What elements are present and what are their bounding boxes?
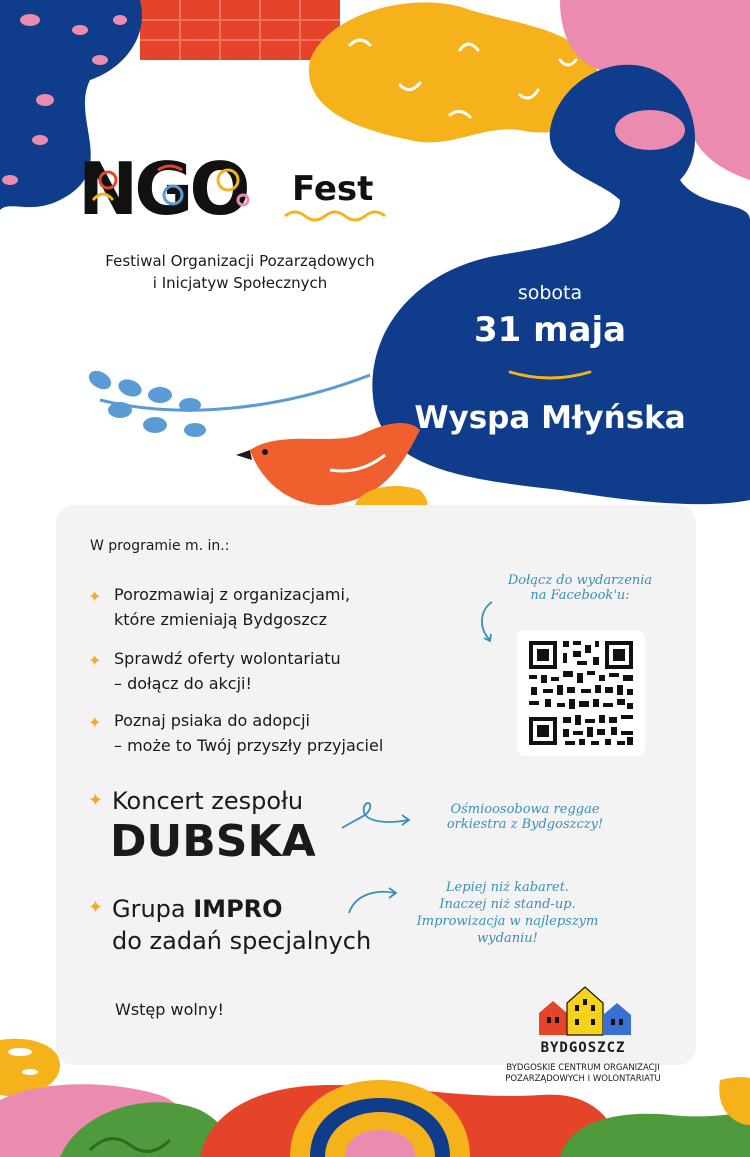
star-icon: ✦ <box>88 897 104 918</box>
entry-info: Wstęp wolny! <box>115 1000 224 1019</box>
program-item-line-1: Poznaj psiaka do adopcji <box>114 711 310 730</box>
star-icon: ✦ <box>88 790 104 811</box>
organizer-name <box>503 1063 663 1085</box>
facebook-note-line-1: Dołącz do wydarzenia <box>507 573 653 588</box>
impro-note-line-4: wydaniu! <box>477 931 538 946</box>
impro-prefix: Grupa <box>112 895 194 923</box>
logo-squiggle <box>285 212 385 220</box>
organizer-city: BYDGOSZCZ <box>540 1040 626 1056</box>
organizer-name-line-1: BYDGOSKIE CENTRUM ORGANIZACJI <box>506 1063 660 1073</box>
program-item-line-2: które zmieniają Bydgoszcz <box>114 610 327 629</box>
logo-ngo-text: NGO <box>78 150 247 225</box>
facebook-note-line-2: na Facebook'u: <box>530 588 630 603</box>
program-item-line-1: Porozmawiaj z organizacjami, <box>114 585 351 604</box>
impro-note-line-3: Improwizacja w najlepszym <box>416 914 599 929</box>
impro-line-2: do zadań specjalnych <box>112 927 372 955</box>
event-place: Wyspa Młyńska <box>414 400 686 436</box>
impro-note <box>395 879 620 947</box>
impro-note-line-2: Inaczej niż stand-up. <box>439 897 576 912</box>
qr-code-icon <box>517 630 645 756</box>
bird-beak <box>236 450 252 460</box>
dubska-note-line-1: Ośmioosobowa reggae <box>450 802 600 817</box>
festival-subtitle <box>70 250 410 294</box>
dubska-note-line-2: orkiestra z Bydgoszczy! <box>446 817 604 832</box>
event-day: sobota <box>517 282 583 304</box>
event-date: 31 maja <box>473 310 627 350</box>
bydgoszcz-houses-logo <box>535 985 645 1040</box>
program-item <box>90 646 430 696</box>
program-intro: W programie m. in.: <box>90 538 230 554</box>
bird-eye <box>262 449 268 455</box>
organizer-name-line-2: POZARZĄDOWYCH I WOLONTARIATU <box>505 1074 661 1084</box>
ngo-fest-logo <box>78 150 408 225</box>
pink-spot <box>615 110 685 150</box>
program-item-line-2: – może to Twój przyszły przyjaciel <box>114 736 384 755</box>
star-icon: ✦ <box>88 651 102 670</box>
impro-note-line-1: Lepiej niż kabaret. <box>445 880 570 895</box>
subtitle-line-1: Festiwal Organizacji Pozarządowych <box>105 252 375 270</box>
program-item <box>90 708 430 758</box>
dubska-arrow-icon <box>338 798 418 838</box>
star-icon: ✦ <box>88 713 102 732</box>
facebook-qr-code[interactable] <box>517 630 645 756</box>
facebook-arrow-icon <box>476 598 516 648</box>
concert-band: DUBSKA <box>110 816 316 867</box>
dubska-note <box>415 802 635 832</box>
subtitle-line-2: i Inicjatyw Społecznych <box>152 274 328 292</box>
red-tile-block <box>140 0 340 60</box>
program-item-line-2: – dołącz do akcji! <box>114 674 252 693</box>
star-icon: ✦ <box>88 587 102 606</box>
logo-fest-text: Fest <box>292 169 374 209</box>
concert-label: Koncert zespołu <box>112 787 304 815</box>
program-item-line-1: Sprawdź oferty wolontariatu <box>114 649 341 668</box>
program-item <box>90 582 430 632</box>
impro-name: IMPRO <box>193 895 283 923</box>
